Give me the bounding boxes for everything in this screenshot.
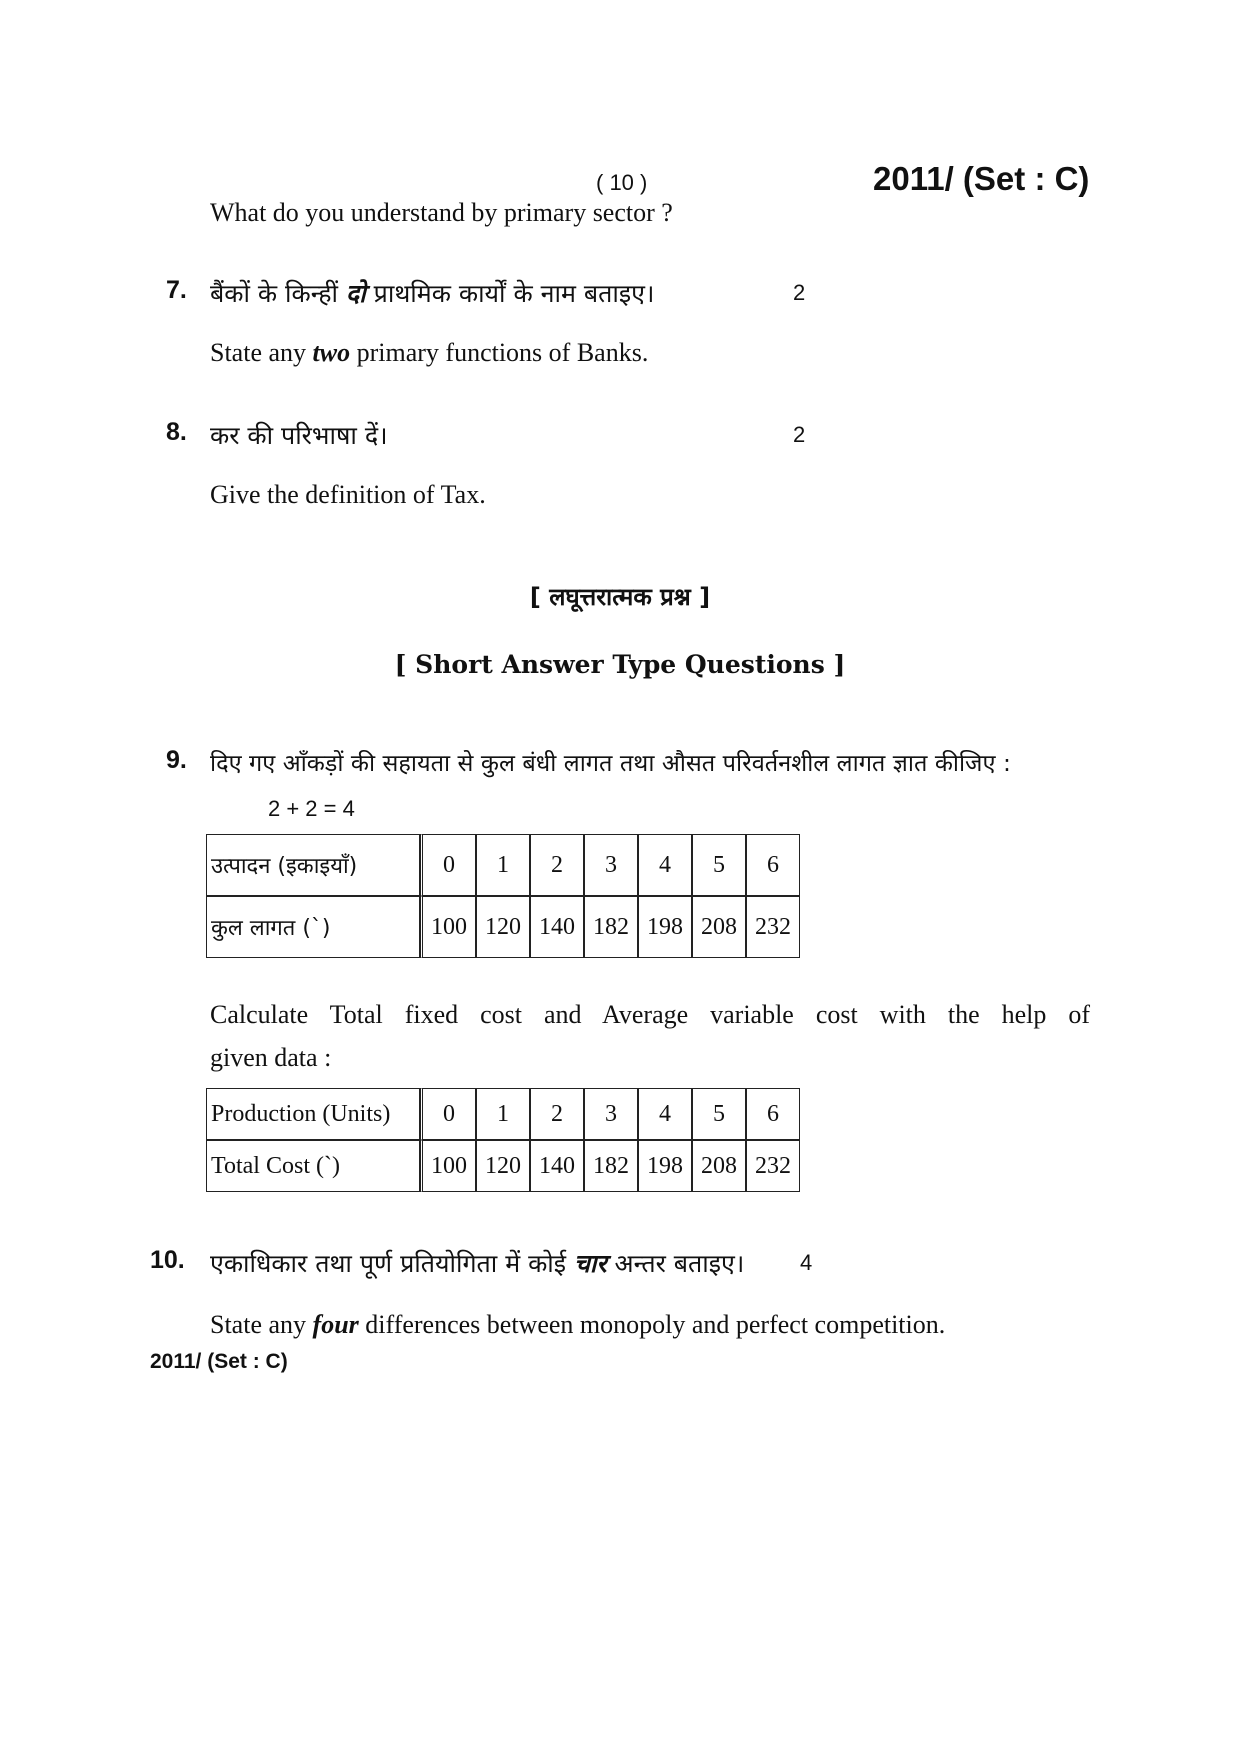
q7-english-text-2: primary functions of Banks. bbox=[356, 338, 649, 367]
question-10-marks: 4 bbox=[800, 1250, 813, 1275]
table-cell: 5 bbox=[692, 834, 746, 896]
set-code-header: 2011/ (Set : C) bbox=[873, 160, 1090, 197]
intro-line: What do you understand by primary sector ? bbox=[210, 198, 673, 227]
question-9-english-line-1: Calculate Total fixed cost and Average variable cost with the help of bbox=[210, 1000, 1090, 1029]
table-cell: Total Cost (`) bbox=[206, 1140, 420, 1192]
question-7-marks: 2 bbox=[793, 280, 806, 305]
question-7-english bbox=[210, 338, 648, 368]
table-cell: 2 bbox=[530, 1088, 584, 1140]
table-cell: 4 bbox=[638, 1088, 692, 1140]
question-10-english bbox=[210, 1310, 945, 1340]
table-cell: 140 bbox=[530, 1140, 584, 1192]
table-cell: Production (Units) bbox=[206, 1088, 420, 1140]
table-cell: 198 bbox=[638, 1140, 692, 1192]
question-8-hindi: कर की परिभाषा दें। bbox=[210, 421, 388, 450]
section-title-hindi: [ लघूत्तरात्मक प्रश्न ] bbox=[529, 583, 711, 611]
q10-english-emphasis: four bbox=[312, 1310, 359, 1339]
question-7-number: 7. bbox=[166, 276, 187, 304]
q10-hindi-emphasis: चार bbox=[574, 1249, 607, 1278]
table-row bbox=[206, 1088, 800, 1140]
question-9-english-line-2: given data : bbox=[210, 1043, 332, 1072]
q10-hindi-text-1: एकाधिकार तथा पूर्ण प्रतियोगिता में कोई bbox=[210, 1249, 567, 1278]
table-cell: 6 bbox=[746, 834, 800, 896]
table-cell: 182 bbox=[584, 1140, 638, 1192]
table-cell: 6 bbox=[746, 1088, 800, 1140]
table-cell: 120 bbox=[476, 1140, 530, 1192]
table-cell: 100 bbox=[420, 896, 476, 958]
question-9-hindi: दिए गए आँकड़ों की सहायता से कुल बंधी लागत तथा औसत परिवर्तनशील लागत ज्ञात कीजिए : bbox=[210, 749, 1011, 777]
table-cell: 182 bbox=[584, 896, 638, 958]
section-title-english: [ Short Answer Type Questions ] bbox=[394, 650, 846, 679]
table-cell: कुल लागत (`) bbox=[206, 896, 420, 958]
page-number: ( 10 ) bbox=[596, 170, 648, 195]
table-cell: 100 bbox=[420, 1140, 476, 1192]
table-cell: 0 bbox=[420, 834, 476, 896]
question-8-english: Give the definition of Tax. bbox=[210, 480, 486, 509]
table-row bbox=[206, 1140, 800, 1192]
question-8-number: 8. bbox=[166, 418, 187, 446]
table-cell: 3 bbox=[584, 834, 638, 896]
table-cell: 2 bbox=[530, 834, 584, 896]
table-cell: 208 bbox=[692, 1140, 746, 1192]
table-cell: 140 bbox=[530, 896, 584, 958]
q7-english-emphasis: two bbox=[312, 338, 351, 367]
table-cell: 120 bbox=[476, 896, 530, 958]
table-cell: 1 bbox=[476, 834, 530, 896]
table-cell: 4 bbox=[638, 834, 692, 896]
table-row bbox=[206, 834, 800, 896]
table-cell: 0 bbox=[420, 1088, 476, 1140]
question-9-marks: 2 + 2 = 4 bbox=[268, 796, 355, 821]
q7-hindi-text-2: प्राथमिक कार्यों के नाम बताइए। bbox=[373, 279, 655, 308]
table-row bbox=[206, 896, 800, 958]
q10-english-text-1: State any bbox=[210, 1310, 307, 1339]
table-cell: 1 bbox=[476, 1088, 530, 1140]
english-data-table bbox=[206, 1088, 800, 1192]
q10-english-text-2: differences between monopoly and perfect competition. bbox=[365, 1310, 946, 1339]
hindi-data-table bbox=[206, 834, 800, 958]
table-cell: 5 bbox=[692, 1088, 746, 1140]
table-cell: 198 bbox=[638, 896, 692, 958]
table-cell: 232 bbox=[746, 896, 800, 958]
q7-hindi-text-1: बैंकों के किन्हीं bbox=[210, 279, 338, 308]
table-cell: 208 bbox=[692, 896, 746, 958]
question-10-number: 10. bbox=[150, 1246, 185, 1274]
table-cell: उत्पादन (इकाइयाँ) bbox=[206, 834, 420, 896]
set-code-footer: 2011/ (Set : C) bbox=[150, 1350, 288, 1373]
question-7-hindi bbox=[210, 276, 654, 310]
table-cell: 3 bbox=[584, 1088, 638, 1140]
q7-english-text-1: State any bbox=[210, 338, 307, 367]
question-8-marks: 2 bbox=[793, 422, 806, 447]
question-9-number: 9. bbox=[166, 746, 187, 774]
question-10-hindi bbox=[210, 1246, 744, 1280]
q10-hindi-text-2: अन्तर बताइए। bbox=[614, 1249, 745, 1278]
q7-hindi-emphasis: दो bbox=[345, 279, 366, 308]
table-cell: 232 bbox=[746, 1140, 800, 1192]
